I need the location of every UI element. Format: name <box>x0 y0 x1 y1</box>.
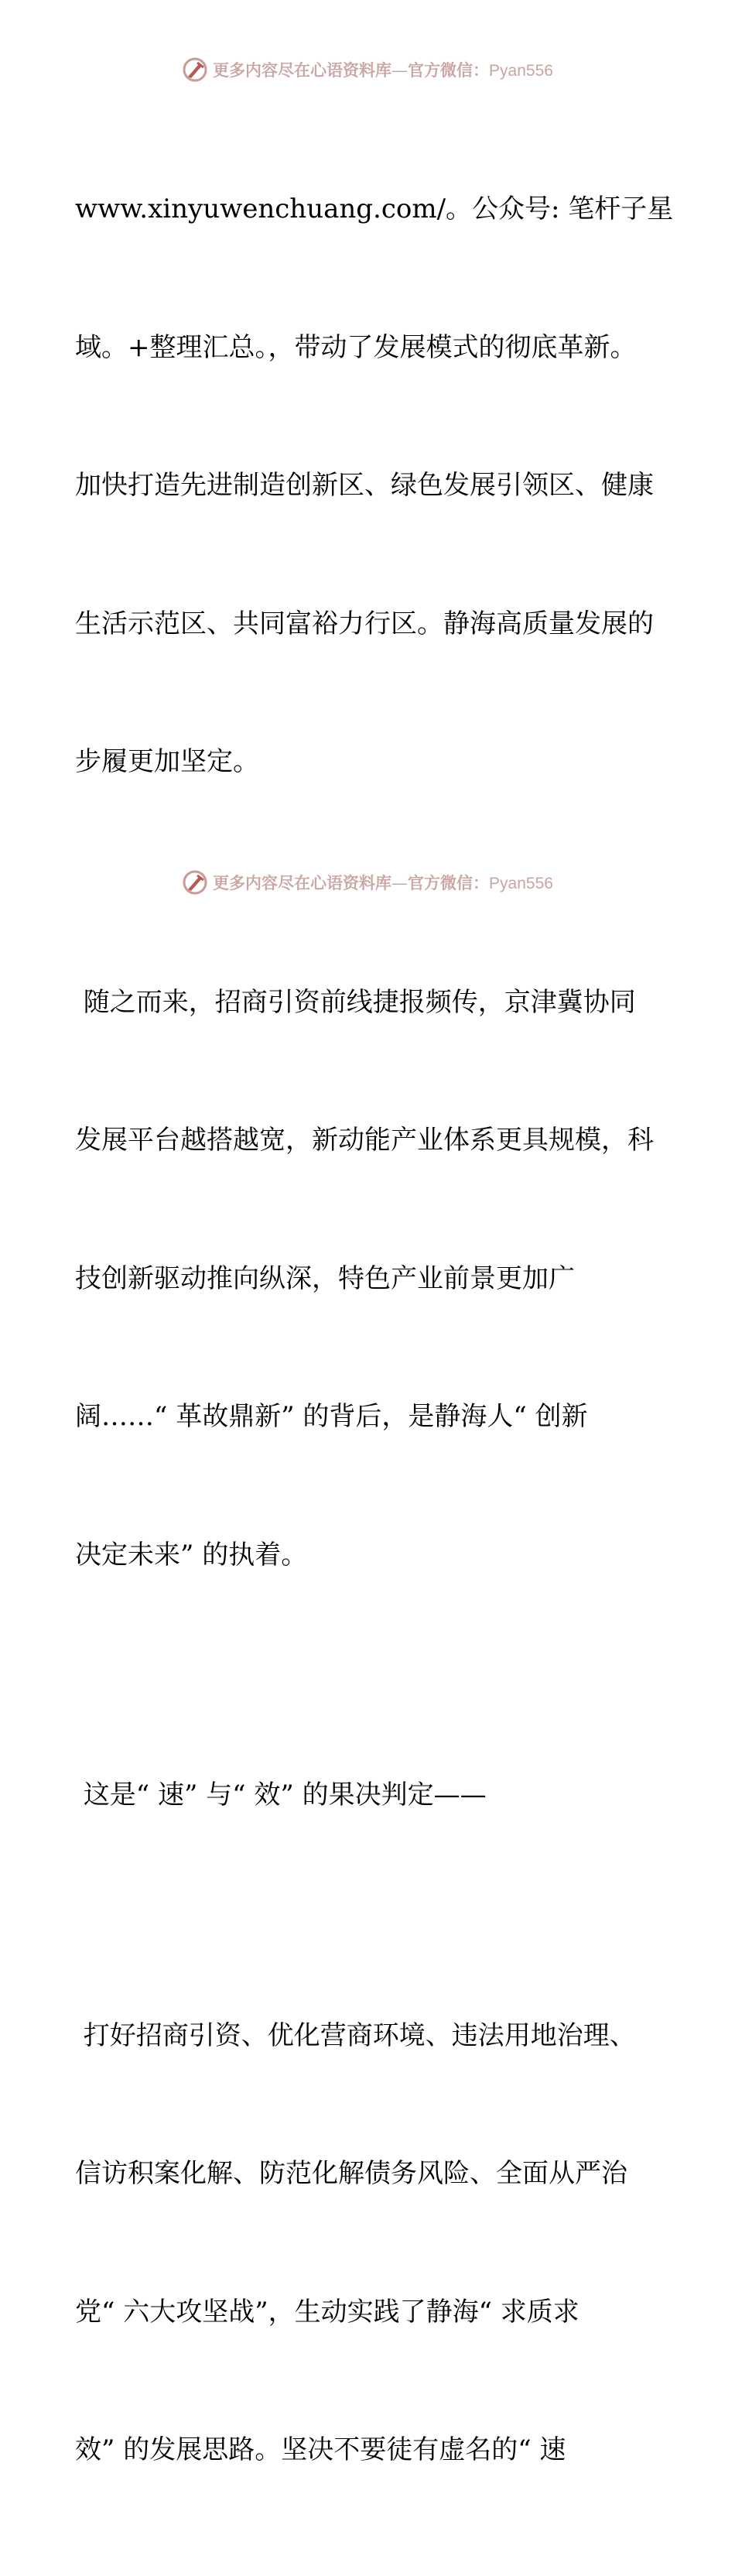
pen-logo-icon <box>182 869 208 896</box>
footer-watermark <box>0 867 735 898</box>
banner-wechat-id: Pyan556 <box>489 875 553 892</box>
pen-logo-icon <box>182 57 208 83</box>
text-line: 信访积案化解、防范化解债务风险、全面从严治 <box>75 2158 627 2189</box>
text-line: 步履更加坚定。 <box>75 746 259 777</box>
banner-wechat-id: Pyan556 <box>489 62 553 80</box>
banner-wechat-label: 官方微信： <box>408 60 490 80</box>
text-line: 党“ 六大攻坚战”，生动实践了静海“ 求质求 <box>75 2296 579 2328</box>
banner-dash: — <box>391 61 409 80</box>
text-line: 生活示范区、共同富裕力行区。静海高质量发展的 <box>75 608 654 639</box>
paragraph-4 <box>75 1921 663 2566</box>
banner-prefix: 更多内容尽在心语资料库 <box>213 60 392 80</box>
text-line: www.xinyuwenchuang.com/。公众号: 笔杆子星 <box>75 194 674 224</box>
text-line: 效” 的发展思路。坚决不要徒有虚名的“ 速 <box>75 2434 566 2465</box>
header-watermark <box>0 54 735 85</box>
text-line: 域。+整理汇总。，带动了发展模式的彻底革新。 <box>75 331 637 363</box>
paragraph-1 <box>75 94 674 878</box>
text-line: 随之而来，招商引资前线捷报频传，京津冀协同 <box>75 986 636 1018</box>
text-line: 打好招商引资、优化营商环境、违法用地治理、 <box>75 2019 636 2051</box>
text-line: 决定未来” 的执着。 <box>75 1539 308 1571</box>
text-line: 阔……“ 革故鼎新” 的背后，是静海人“ 创新 <box>75 1401 588 1432</box>
text-line: 加快打造先进制造创新区、绿色发展引领区、健康 <box>75 470 654 501</box>
paragraph-3 <box>75 1680 663 1911</box>
text-line: 技创新驱动推向纵深，特色产业前景更加广 <box>75 1262 575 1294</box>
banner-prefix: 更多内容尽在心语资料库 <box>213 873 392 892</box>
text-line: 这是“ 速” 与“ 效” 的果决判定—— <box>75 1780 487 1810</box>
banner-wechat-label: 官方微信： <box>408 873 490 892</box>
text-line: 发展平台越搭越宽，新动能产业体系更具规模，科 <box>75 1125 654 1156</box>
paragraph-2 <box>75 888 663 1671</box>
banner-dash: — <box>391 874 409 892</box>
document-body <box>75 94 674 2576</box>
